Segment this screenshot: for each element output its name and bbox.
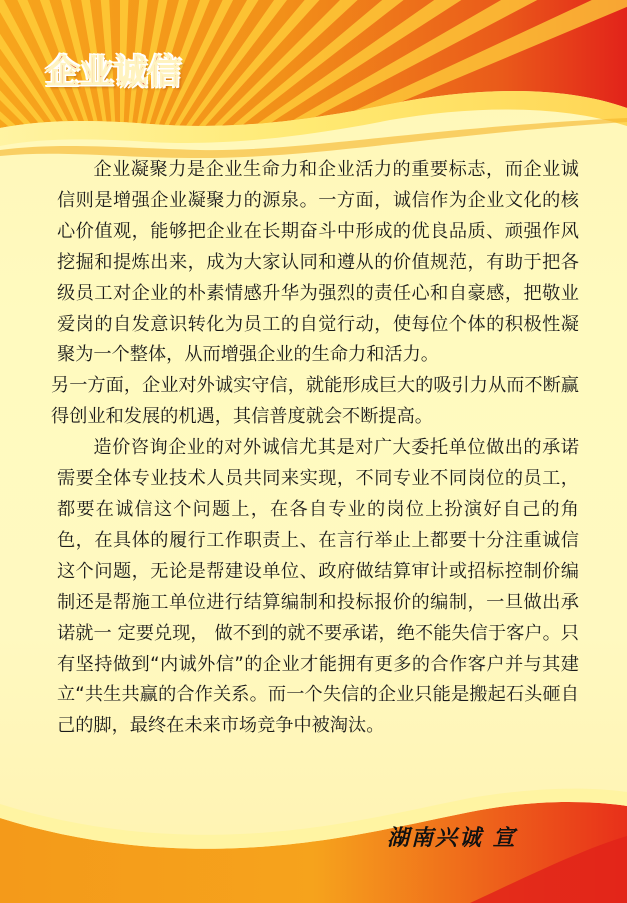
poster-title: 企业诚信 [46, 52, 182, 91]
paragraph-2: 另一方面，企业对外诚实守信，就能形成巨大的吸引力从而不断赢得创业和发展的机遇，其信普度就会不断提高。 [51, 375, 579, 428]
body-text [51, 155, 579, 742]
paragraph-1: 企业凝聚力是企业生命力和企业活力的重要标志，而企业诚信则是增强企业凝聚力的源泉。一方面，诚信作为企业文化的核心价值观，能够把企业在长期奋斗中形成的优良品质、顽强作风挖掘和提炼出来，成为大家认同和遵从的价值规范，有助于把各级员工对企业的朴素情感升华为强烈的责任心和自豪感，把敬业爱岗的自发意识转化为员工的自觉行动，使每位个体的积极性凝聚为一个整体，从而增强企业的生命力和活力。 [57, 159, 579, 366]
signature: 湖南兴诚 宣 [387, 825, 517, 851]
paragraph-3: 造价咨询企业的对外诚信尤其是对广大委托单位做出的承诺需要全体专业技术人员共同来实现，不同专业不同岗位的员工，都要在诚信这个问题上，在各自专业的岗位上扮演好自己的角色，在具体的履行工作职责上、在言行举止上都要十分注重诚信这个问题，无论是帮建设单位、政府做结算审计或招标控制价编制还是帮施工单位进行结算编制和投标报价的编制，一旦做出承诺就一 定要兑现， 做不到的就不要承诺，绝不能失信于客户。只有坚持做到“内诚外信”的企业才能拥有更多的合作客户并与其建立“共生共赢的合作关系。而一个失信的企业只能是搬起石头砸自己的脚，最终在未来市场竞争中被淘汰。 [57, 437, 579, 737]
